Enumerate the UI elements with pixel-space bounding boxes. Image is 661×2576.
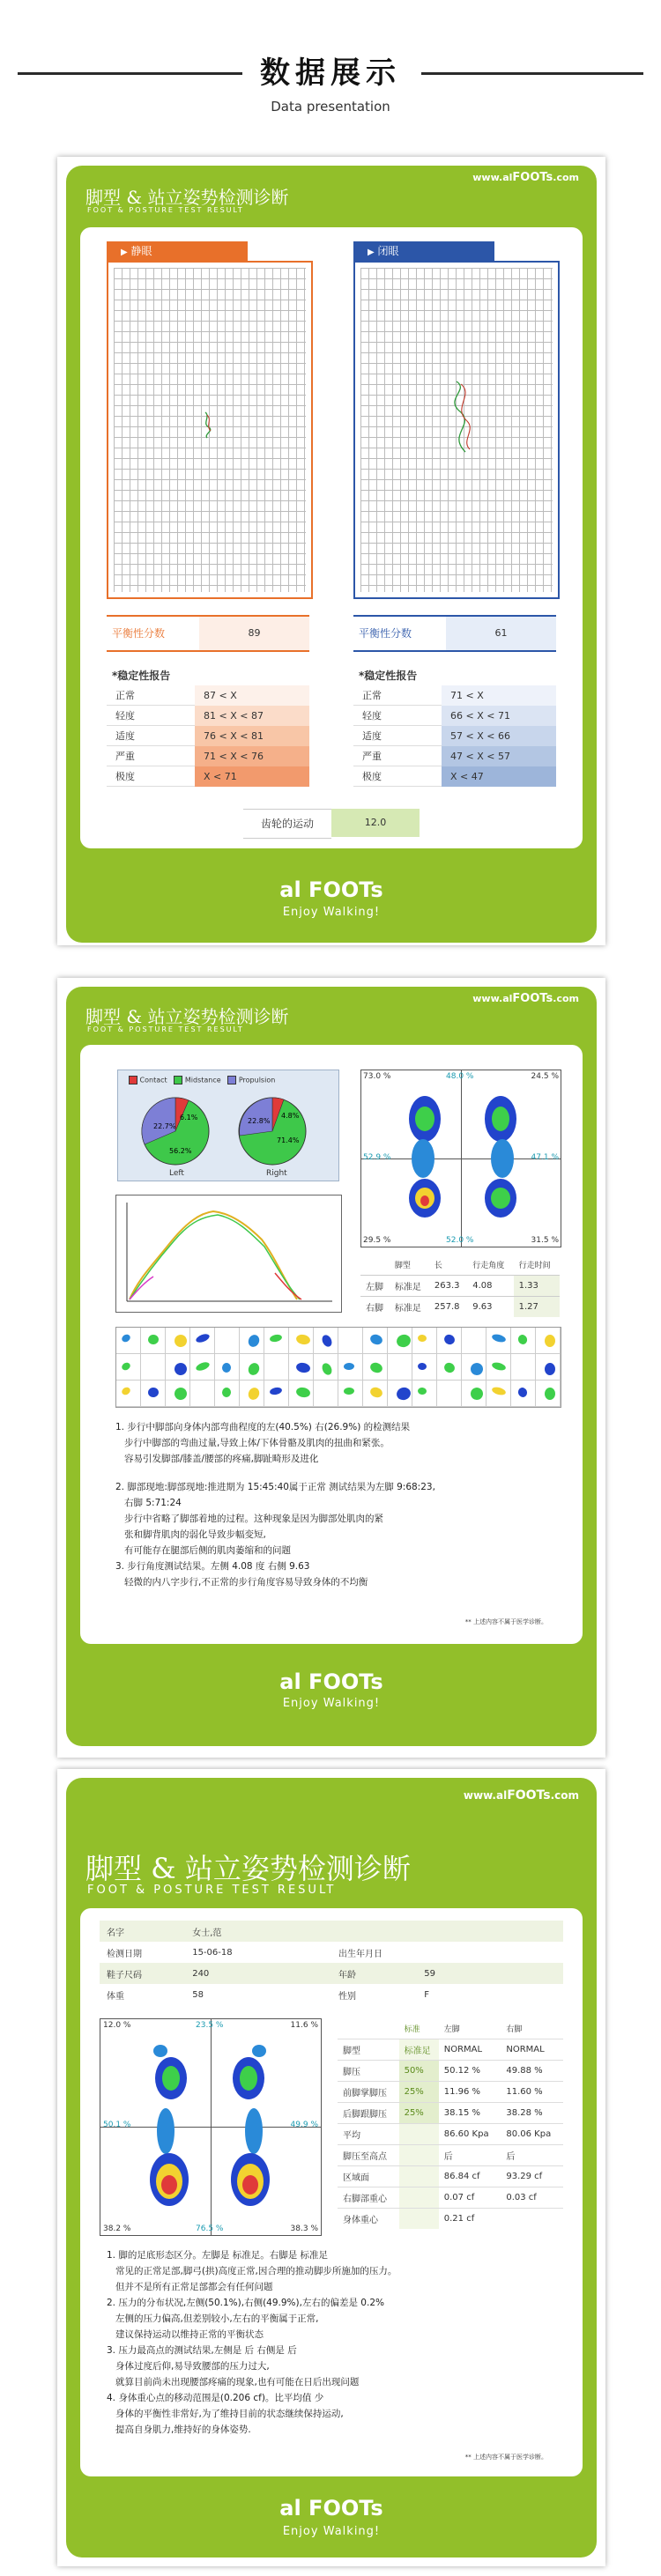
footnote-2: ** 上述内容不属于医学诊断。 <box>464 1618 547 1625</box>
gait-frame <box>215 1381 240 1407</box>
result-cell: 0.07 cf <box>443 2193 475 2202</box>
result-cell: 平均 <box>343 2131 360 2141</box>
static-pressure-map: 12.0 % 23.5 % 11.6 % 50.1 % 49.9 % 38.2 % 76.5 % 38.3 % <box>100 2018 322 2236</box>
result-cell: 后 <box>443 2152 453 2162</box>
stability-row <box>353 746 556 766</box>
report-body-3 <box>80 1908 583 2476</box>
gait-frame <box>363 1381 388 1407</box>
right-static-footprint <box>231 2045 270 2206</box>
result-cell: 86.60 Kpa <box>443 2129 489 2139</box>
result-header-cell: 右脚 <box>506 2025 523 2034</box>
gait-cell: 257.8 <box>434 1302 460 1312</box>
note-line: 但并不是所有正常足部都会有任何问题 <box>107 2282 273 2292</box>
result-cell: 50% <box>399 2061 439 2082</box>
result-cell: NORMAL <box>506 2045 545 2054</box>
report-body-2 <box>80 1045 583 1644</box>
result-cell <box>399 2124 439 2145</box>
gait-frames-strip <box>115 1327 561 1408</box>
info-cell: 59 <box>424 1968 435 1979</box>
gait-frame <box>363 1328 388 1354</box>
result-cell: 0.21 cf <box>443 2214 475 2224</box>
gait-frame <box>462 1328 486 1354</box>
result-cell: 38.15 % <box>443 2108 481 2118</box>
gait-cell: 标准足 <box>394 1283 421 1292</box>
result-cell: 49.88 % <box>506 2066 543 2076</box>
stability-row <box>107 746 309 766</box>
eyes-open-sway-trace <box>197 408 223 443</box>
note-line: 容易引发脚部/膝盖/腰部的疼痛,脚趾畸形及进化 <box>115 1454 319 1464</box>
balance-score-closed <box>353 615 556 652</box>
gait-frame <box>338 1354 363 1381</box>
gait-frame <box>338 1381 363 1407</box>
gait-frame <box>240 1381 264 1407</box>
info-cell: 15-06-18 <box>192 1947 233 1958</box>
stability-title-open: *稳定性报告 <box>112 670 171 682</box>
result-cell: 11.96 % <box>443 2087 481 2097</box>
eyes-closed-tab: ▶ 闭眼 <box>353 241 494 261</box>
svg-text:22.7%: 22.7% <box>153 1122 176 1130</box>
eyes-open-panel <box>107 245 313 599</box>
svg-text:56.2%: 56.2% <box>169 1147 192 1155</box>
gait-cell: 4.08 <box>472 1281 493 1291</box>
stability-range: 71 < X <box>442 685 556 706</box>
gait-frame <box>536 1354 561 1381</box>
pie-charts <box>136 1092 321 1180</box>
stability-row <box>107 685 309 706</box>
note-line: 轻微的内八字步行,不正常的步行角度容易导致身体的不均衡 <box>115 1577 368 1588</box>
result-cell: 25% <box>399 2103 439 2124</box>
result-cell: 后脚跟脚压 <box>343 2110 387 2120</box>
note-line: 步行中省略了脚部着地的过程。这种现象是因为脚部处肌肉的紧 <box>115 1514 384 1524</box>
gait-frame <box>240 1328 264 1354</box>
gait-cell: 1.33 <box>514 1276 560 1297</box>
gait-frame <box>190 1381 215 1407</box>
result-cell <box>399 2209 439 2230</box>
balance-label-closed: 平衡性分数 <box>359 627 412 640</box>
result-cell: 86.84 cf <box>443 2172 480 2181</box>
result-header-cell: 标准 <box>404 2025 420 2034</box>
note-line: 3. 压力最高点的测试结果,左侧是 后 右侧是 后 <box>107 2345 297 2356</box>
result-cell: 93.29 cf <box>506 2172 543 2181</box>
info-cell: 58 <box>192 1989 204 2000</box>
gait-frame <box>190 1328 215 1354</box>
note-line: 常见的正常足部,脚弓(拱)高度正常,因合理的推动脚步所施加的压力。 <box>107 2266 397 2276</box>
eyes-open-tab: ▶ 静眼 <box>107 241 248 261</box>
balance-score-open <box>107 615 309 652</box>
balance-label-open: 平衡性分数 <box>112 627 166 640</box>
note-line: 步行中脚部的弯曲过量,导致上体/下体骨骼及肌肉的扭曲和紧张。 <box>115 1438 390 1448</box>
result-cell <box>501 2209 563 2230</box>
info-cell: 名字 <box>107 1928 124 1938</box>
stability-level: 适度 <box>107 726 195 746</box>
result-header-cell <box>338 2018 399 2039</box>
result-cell <box>399 2145 439 2166</box>
result-cell: NORMAL <box>443 2045 483 2054</box>
gait-notes <box>115 1419 556 1590</box>
result-row <box>338 2061 563 2082</box>
info-cell <box>417 1942 563 1963</box>
gait-frame <box>166 1354 190 1381</box>
info-cell: 出生年月日 <box>338 1949 383 1959</box>
gait-frame <box>462 1354 486 1381</box>
gait-cell: 9.63 <box>472 1302 493 1312</box>
balance-value-open: 89 <box>199 617 309 650</box>
patient-info-table <box>100 1921 563 2005</box>
report-title-en: FOOT & POSTURE TEST RESULT <box>87 206 244 214</box>
note-line <box>115 1467 556 1479</box>
eyes-closed-sway-trace <box>439 377 483 456</box>
gait-cell: 263.3 <box>434 1281 460 1291</box>
report-card-2 <box>66 987 597 1746</box>
note-line: 建议保持运动以维持正常的平衡状态 <box>107 2329 264 2340</box>
right-footprint <box>485 1096 516 1218</box>
note-line: 左侧的压力偏高,但差别较小,左右的平衡属于正常, <box>107 2313 319 2324</box>
note-line: 2. 压力的分布状况,左侧(50.1%),右侧(49.9%),左右的偏差是 0.2% <box>107 2298 384 2308</box>
balance-value-closed: 61 <box>446 617 556 650</box>
gait-frame <box>462 1381 486 1407</box>
gait-frame <box>116 1328 141 1354</box>
result-cell: 38.28 % <box>506 2108 543 2118</box>
result-cell: 区域面 <box>343 2173 369 2183</box>
stability-row <box>353 685 556 706</box>
gait-frame <box>264 1381 289 1407</box>
result-header-cell: 左脚 <box>443 2025 460 2034</box>
gait-frame <box>511 1328 536 1354</box>
gait-header-cell: 脚型 <box>394 1262 411 1270</box>
stability-level: 正常 <box>107 685 195 706</box>
brand-url: www.alFOOTs.com <box>472 171 579 184</box>
gait-frame <box>314 1381 338 1407</box>
gait-frame <box>363 1354 388 1381</box>
gear-value: 12.0 <box>331 809 420 837</box>
gait-frame <box>141 1354 166 1381</box>
result-row <box>338 2039 563 2061</box>
gait-frame <box>166 1328 190 1354</box>
stability-range: 71 < X < 76 <box>195 746 309 766</box>
note-line: 提高自身肌力,维持好的身体姿势. <box>107 2424 251 2435</box>
gait-frame <box>314 1328 338 1354</box>
stability-range: 47 < X < 57 <box>442 746 556 766</box>
eyes-closed-panel <box>353 245 560 599</box>
note-line: 右脚 5:71:24 <box>115 1498 182 1508</box>
pie-legend: Contact Midstance Propulsion <box>129 1076 275 1084</box>
footer-tagline-1: Enjoy Walking! <box>282 906 381 919</box>
stability-range: X < 71 <box>195 766 309 787</box>
gait-frame <box>437 1354 462 1381</box>
gait-frame <box>412 1381 437 1407</box>
stability-level: 严重 <box>107 746 195 766</box>
info-cell: F <box>424 1989 430 2000</box>
gait-phase-pies <box>117 1070 339 1181</box>
left-static-footprint <box>150 2045 189 2206</box>
gait-frame <box>338 1328 363 1354</box>
info-row <box>100 1942 563 1963</box>
stability-range: 57 < X < 66 <box>442 726 556 746</box>
gait-frame <box>388 1328 412 1354</box>
left-pie <box>142 1098 209 1165</box>
footnote-3: ** 上述内容不属于医学诊断。 <box>464 2454 547 2461</box>
force-curve <box>116 1195 341 1312</box>
gait-frame <box>289 1354 314 1381</box>
footer-logo-3: al FOOTs <box>279 2496 383 2520</box>
report-title-en-3: FOOT & POSTURE TEST RESULT <box>87 1884 337 1897</box>
note-line: 2. 脚部现地:脚部现地:推进期为 15:45:40属于正常 测试结果为左脚 9:68:23, <box>115 1482 435 1492</box>
gait-table <box>360 1255 560 1317</box>
gear-label: 齿轮的运动 <box>243 809 331 839</box>
stability-title-closed: *稳定性报告 <box>359 670 418 682</box>
page-title: 数据展示 <box>260 56 401 91</box>
stability-range: 87 < X <box>195 685 309 706</box>
gear-movement-row <box>243 809 420 837</box>
gait-frame <box>511 1381 536 1407</box>
stability-range: X < 47 <box>442 766 556 787</box>
stability-level: 正常 <box>353 685 442 706</box>
left-footprint <box>409 1096 441 1218</box>
gait-frame <box>215 1354 240 1381</box>
result-row <box>338 2145 563 2166</box>
right-pie <box>239 1098 306 1165</box>
stability-level: 轻度 <box>353 706 442 726</box>
result-row <box>338 2187 563 2209</box>
stability-level: 极度 <box>107 766 195 787</box>
gait-frame <box>264 1328 289 1354</box>
gait-frame <box>412 1328 437 1354</box>
gait-frame <box>388 1354 412 1381</box>
gait-cell: 标准足 <box>394 1304 421 1314</box>
result-cell: 25% <box>399 2082 439 2103</box>
note-line: 身体过度后仰,易导致腰部的压力过大, <box>107 2361 270 2372</box>
pressure-notes <box>107 2247 556 2438</box>
result-cell: 0.03 cf <box>506 2193 537 2202</box>
info-cell: 检测日期 <box>107 1949 142 1959</box>
stability-row <box>353 706 556 726</box>
note-line: 有可能存在腿部后侧的肌肉萎缩和的问题 <box>115 1545 292 1556</box>
result-cell: 11.60 % <box>506 2087 543 2097</box>
gait-row <box>360 1276 560 1297</box>
gait-pressure-map: 73.0 % 48.0 % 24.5 % 52.9 % 47.1 % 29.5 % 52.0 % 31.5 % <box>360 1070 561 1247</box>
footer-logo-1: al FOOTs <box>279 877 383 902</box>
result-cell: 标准足 <box>399 2039 439 2061</box>
info-cell <box>417 1921 563 1942</box>
result-cell: 后 <box>506 2152 516 2162</box>
note-line: 4. 身体重心点的移动范围是(0.206 cf)。比平均值 少 <box>107 2393 324 2403</box>
gait-frame <box>412 1354 437 1381</box>
stability-range: 81 < X < 87 <box>195 706 309 726</box>
report-title-cn-2: 脚型 & 站立姿势检测诊断 <box>85 1006 289 1027</box>
gait-frame <box>388 1381 412 1407</box>
report-card-1 <box>66 166 597 943</box>
info-cell: 体重 <box>107 1991 124 2002</box>
note-line: 张和脚背肌肉的弱化导致步幅变短, <box>115 1529 266 1540</box>
note-line: 身体的平衡性非常好,为了维持目前的状态继续保持运动, <box>107 2409 344 2419</box>
stability-level: 适度 <box>353 726 442 746</box>
header-rule-right <box>421 72 643 75</box>
gait-header-cell: 行走时间 <box>518 1262 551 1270</box>
gait-frame <box>116 1381 141 1407</box>
gait-frame <box>289 1328 314 1354</box>
note-line: 1. 脚的足底形态区分。左脚是 标准足。右脚是 标准足 <box>107 2250 329 2261</box>
gait-frame <box>289 1381 314 1407</box>
result-row <box>338 2082 563 2103</box>
result-cell <box>399 2187 439 2209</box>
report-title-cn: 脚型 & 站立姿势检测诊断 <box>85 187 289 208</box>
footer-tagline-2: Enjoy Walking! <box>282 1697 381 1710</box>
gait-frame <box>536 1381 561 1407</box>
gait-row <box>360 1297 560 1318</box>
stability-table-closed <box>353 685 556 787</box>
gait-header-cell: 行走角度 <box>472 1262 505 1270</box>
svg-text:6.1%: 6.1% <box>180 1114 198 1121</box>
stability-level: 极度 <box>353 766 442 787</box>
gait-frame <box>215 1328 240 1354</box>
result-cell: 脚压 <box>343 2068 360 2077</box>
gait-footprints <box>388 1088 538 1233</box>
page-subtitle: Data presentation <box>271 99 390 115</box>
result-cell: 50.12 % <box>443 2066 481 2076</box>
right-pie-label: Right <box>266 1169 287 1178</box>
gait-frame <box>486 1381 511 1407</box>
info-cell <box>331 1921 417 1942</box>
svg-text:22.8%: 22.8% <box>248 1117 271 1125</box>
stability-range: 76 < X < 81 <box>195 726 309 746</box>
stability-row <box>353 766 556 787</box>
gait-frame <box>314 1354 338 1381</box>
left-pie-label: Left <box>169 1169 184 1178</box>
stability-row <box>107 726 309 746</box>
pressure-result-table <box>338 2018 563 2229</box>
gait-cell: 1.27 <box>514 1297 560 1318</box>
report-title-en-2: FOOT & POSTURE TEST RESULT <box>87 1025 244 1033</box>
svg-text:4.8%: 4.8% <box>281 1112 300 1120</box>
gait-frame <box>190 1354 215 1381</box>
result-header-row <box>338 2018 563 2039</box>
gait-header-cell: 长 <box>434 1262 442 1270</box>
report-title-cn-3: 脚型 & 站立姿势检测诊断 <box>85 1852 411 1885</box>
info-cell: 性别 <box>338 1991 357 2002</box>
info-row <box>100 1984 563 2005</box>
gait-frame <box>116 1354 141 1381</box>
footer-logo-2: al FOOTs <box>279 1669 383 1694</box>
gait-frame <box>264 1354 289 1381</box>
brand-url-2: www.alFOOTs.com <box>472 992 579 1005</box>
stability-row <box>353 726 556 746</box>
gait-frame <box>437 1381 462 1407</box>
result-cell: 脚型 <box>343 2047 360 2056</box>
footer-tagline-3: Enjoy Walking! <box>282 2525 381 2538</box>
result-cell: 身体重心 <box>343 2216 378 2225</box>
report-card-3 <box>66 1778 597 2557</box>
info-cell: 240 <box>192 1968 210 1979</box>
brand-url-3: www.alFOOTs.com <box>463 1788 579 1802</box>
stability-level: 轻度 <box>107 706 195 726</box>
result-cell: 脚压至高点 <box>343 2152 387 2162</box>
result-cell: 80.06 Kpa <box>506 2129 552 2139</box>
result-row <box>338 2209 563 2230</box>
result-cell: 前脚掌脚压 <box>343 2089 387 2099</box>
note-line: 3. 步行角度测试结果。左侧 4.08 度 右侧 9.63 <box>115 1561 310 1572</box>
stability-row <box>107 766 309 787</box>
gait-frame <box>240 1354 264 1381</box>
gait-frame <box>437 1328 462 1354</box>
info-cell: 女士,范 <box>192 1928 222 1938</box>
page-header <box>0 0 661 132</box>
stability-level: 严重 <box>353 746 442 766</box>
note-line: 就算目前尚未出现腰部疼痛的现象,也有可能在日后出现问题 <box>107 2377 360 2387</box>
static-footprints <box>136 2039 286 2219</box>
gait-frame <box>511 1354 536 1381</box>
gait-frame <box>141 1381 166 1407</box>
gait-frame <box>486 1328 511 1354</box>
gait-frame <box>486 1354 511 1381</box>
gait-header-row <box>360 1255 560 1276</box>
result-row <box>338 2166 563 2187</box>
stability-range: 66 < X < 71 <box>442 706 556 726</box>
info-cell: 鞋子尺码 <box>107 1970 142 1980</box>
gait-cell: 左脚 <box>366 1283 383 1292</box>
result-cell <box>399 2166 439 2187</box>
info-cell: 年龄 <box>338 1970 357 1980</box>
info-row <box>100 1921 563 1942</box>
gait-frame <box>166 1381 190 1407</box>
result-row <box>338 2103 563 2124</box>
result-cell: 右脚部重心 <box>343 2195 387 2204</box>
result-row <box>338 2124 563 2145</box>
stability-row <box>107 706 309 726</box>
gait-frame <box>141 1328 166 1354</box>
info-row <box>100 1963 563 1984</box>
force-curve-chart <box>115 1195 342 1313</box>
stability-table-open <box>107 685 309 787</box>
gait-frame <box>536 1328 561 1354</box>
svg-text:71.4%: 71.4% <box>277 1136 300 1144</box>
gait-cell: 右脚 <box>366 1304 383 1314</box>
report-body-1 <box>80 227 583 848</box>
note-line: 1. 步行中脚部向身体内部弯曲程度的左(40.5%) 右(26.9%) 的检测结果 <box>115 1422 411 1432</box>
